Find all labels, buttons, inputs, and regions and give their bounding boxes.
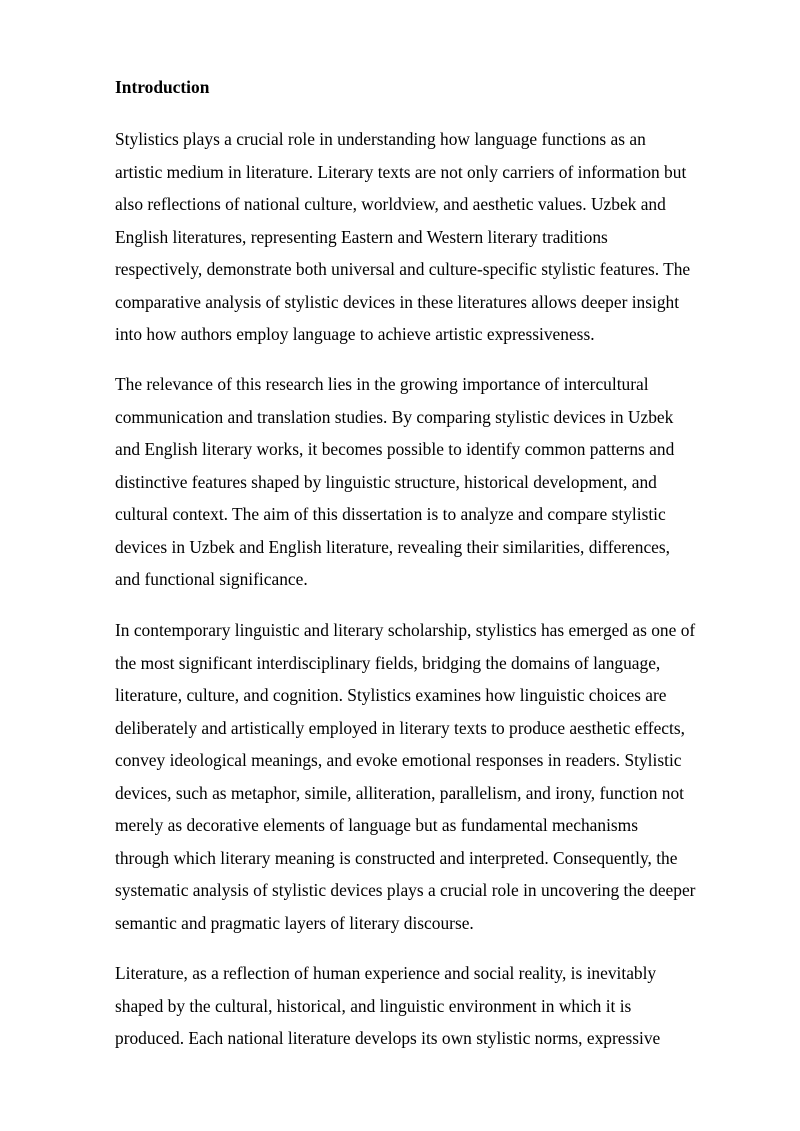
text-line: through which literary meaning is constructed and interpreted. Consequently, the xyxy=(115,847,678,868)
text-line: into how authors employ language to achieve artistic expressiveness. xyxy=(115,324,595,344)
text-line: In contemporary linguistic and literary scholarship, stylistics has emerged as one of xyxy=(115,620,696,640)
text-line: cultural context. The aim of this dissertation is to analyze and compare stylistic xyxy=(115,504,666,524)
text-line: devices in Uzbek and English literature, revealing their similarities, differences, xyxy=(115,536,671,557)
text-line: and functional significance. xyxy=(115,569,308,589)
text-line: deliberately and artistically employed in literary texts to produce aesthetic effects, xyxy=(115,717,685,738)
text-line: literature, culture, and cognition. Stylistics examines how linguistic choices are xyxy=(115,685,667,705)
text-line: merely as decorative elements of language but as fundamental mechanisms xyxy=(115,815,638,835)
text-line: shaped by the cultural, historical, and linguistic environment in which it is xyxy=(115,995,632,1016)
text-line: Literature, as a reflection of human experience and social reality, is inevitably xyxy=(115,963,657,983)
text-line: systematic analysis of stylistic devices plays a crucial role in uncovering the deeper xyxy=(115,880,696,900)
text-line: devices, such as metaphor, simile, alliteration, parallelism, and irony, function not xyxy=(115,782,685,803)
text-line: Stylistics plays a crucial role in understanding how language functions as an xyxy=(115,129,646,149)
text-line: English literatures, representing Eastern and Western literary traditions xyxy=(115,226,608,247)
text-line: produced. Each national literature develops its own stylistic norms, expressive xyxy=(115,1028,661,1048)
paragraph-4 xyxy=(115,957,660,1055)
paragraph-3 xyxy=(115,614,695,939)
text-line: and English literary works, it becomes possible to identify common patterns and xyxy=(115,439,675,459)
text-line: respectively, demonstrate both universal and culture-specific stylistic features. The xyxy=(115,259,691,279)
paragraph-2 xyxy=(115,368,674,596)
text-line: convey ideological meanings, and evoke emotional responses in readers. Stylistic xyxy=(115,750,682,770)
text-line: The relevance of this research lies in the growing importance of intercultural xyxy=(115,374,649,394)
text-line: comparative analysis of stylistic devices in these literatures allows deeper insight xyxy=(115,291,680,312)
section-heading: Introduction xyxy=(115,77,210,97)
text-line: distinctive features shaped by linguistic structure, historical development, and xyxy=(115,471,657,492)
paragraph-1 xyxy=(115,123,690,351)
text-line: the most significant interdisciplinary fields, bridging the domains of language, xyxy=(115,652,661,673)
text-line: artistic medium in literature. Literary texts are not only carriers of information but xyxy=(115,161,687,182)
text-line: semantic and pragmatic layers of literary discourse. xyxy=(115,912,474,933)
text-line: communication and translation studies. By comparing stylistic devices in Uzbek xyxy=(115,406,674,427)
text-line: also reflections of national culture, worldview, and aesthetic values. Uzbek and xyxy=(115,194,666,214)
